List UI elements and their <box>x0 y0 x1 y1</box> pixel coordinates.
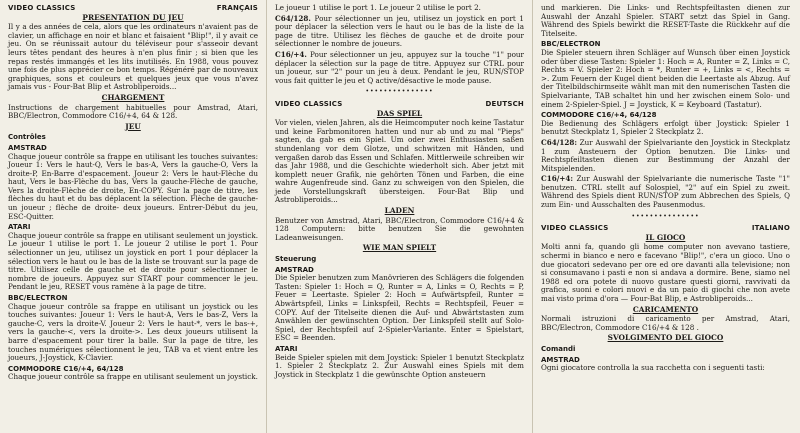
section-title-chargement: CHARGEMENT <box>101 92 165 102</box>
loading-text: Benutzer von Amstrad, Atari, BBC/Electron, Commodore C16/+4 & 128 Computern: bitte benutzen Sie die gewohnten Ladeanweisungen. <box>275 215 524 242</box>
column-german <box>266 0 532 433</box>
italian-header <box>541 224 790 233</box>
section-title-svolgimento: SVOLGIMENTO DEL GIOCO <box>607 333 724 343</box>
amstrad-text: Ogni giocatore controlla la sua racchetta con i seguenti tasti: <box>541 363 765 373</box>
section-title-caricamento: CARICAMENTO <box>632 304 699 314</box>
amstrad-text: Chaque joueur contrôle sa frappe en utilisant les touches suivantes: Joueur 1: Vers le haut-Q, Vers le bas-A, Vers la gauche-O, Vers la droite-P, En-Barre d'espacement. Joueur 2: Vers le haut-Flèche du haut, Vers le bas-Flèche du bas, Vers la gauche-Flèche de gauche, Vers la droite-Flèche de droite, En-COPY. Sur la page de titre, les flèches du haut et du bas déplacent la sélection. Flèche de gauche- un joueur ; flèche de droite- deux joueurs. Entrer-Début du jeu, ESC-Quitter. <box>8 151 258 221</box>
atari-heading: ATARI <box>275 344 298 353</box>
loading-text: Instructions de chargement habituelles pour Amstrad, Atari, BBC/Electron, Commodore C16/+4, 64 & 128. <box>8 102 258 121</box>
c64-text <box>275 15 524 49</box>
bbc-heading: BBC/ELECTRON <box>8 294 68 302</box>
c16-body: Pour sélectionner un jeu, appuyez sur la touche "1" pour déplacer la sélection sur la page de titre. Appuyez sur CTRL pour un joueur, sur "2" pour un jeu à deux. Pendant le jeu, RUN/STOP vous fait quitter le jeu et Q active/désactive le mode pause. <box>275 49 524 85</box>
loading-text: Normali istruzioni di caricamento per Amstrad, Atari, BBC/Electron, Commodore C16/+4 & 128 . <box>541 314 790 332</box>
amstrad-heading: AMSTRAD <box>275 265 314 274</box>
atari-text: Chaque joueur contrôle sa frappe en utilisant seulement un joystick. Le joueur 1 utilise le port 1. Le joueur 2 utilise le port 1. Pour sélectionner un jeu, utilisez un joystick en port 1 pour déplacer la sélection vers le haut ou le bas de la liste se trouvant sur la page de titre. Utilisez celle de gauche et de droite pour sélectionner le nombre de joueurs. Appuyez sur START pour commencer le jeu. Pendant le jeu, RESET vous ramène à la page de titre. <box>8 230 258 292</box>
c64-label: C64/128. <box>275 13 311 23</box>
atari-text: Beide Spieler spielen mit dem Joystick: Spieler 1 benutzt Steckplatz 1. Spieler 2 Steckplatz 2. Zur Auswahl eines Spiels mit dem Joystick in Steckplatz 1 die gewünschte Option ansteuern <box>275 352 524 379</box>
commodore-heading: COMMODORE C16/+4, 64/128 <box>541 111 657 120</box>
c64-body: Pour sélectionner un jeu, utilisez un joystick en port 1 pour déplacer la sélection vers le haut ou le bas de la liste de la page de titre. Utilisez les flèches de gauche et de droite pour sélectionner le nombre de joueurs. <box>275 13 524 49</box>
column-italian <box>532 0 798 433</box>
brand-label: VIDEO CLASSICS <box>8 4 76 12</box>
c16-body: Zur Auswahl der Spielvariante die numerische Taste "1" benutzen. CTRL stellt auf Solospiel, "2" auf ein Spiel zu zweit. Während des Spiels dient RUN/STOP zum Abbrechen des Spiels, Q zum Ein- und Ausschalten des Pausenmodus. <box>541 174 790 210</box>
brand-label: VIDEO CLASSICS <box>275 99 343 108</box>
section-title-wie: WIE MAN SPIELT <box>362 243 437 253</box>
separator-stars: ••••••••••••••• <box>365 88 434 96</box>
section-title-spiel: DAS SPIEL <box>376 108 423 118</box>
section-title-laden: LADEN <box>384 206 415 216</box>
c64-text <box>541 139 790 173</box>
language-label: FRANÇAIS <box>216 4 258 12</box>
intro-text: Il y a des années de cela, alors que les ordinateurs n'avaient pas de clavier, un affichage en noir et blanc et faisaient "Blip!", il y avait ce jeu. On se réunissait autour du téléviseur pour s'asseoir devant leurs têtes pendant des heures à n'en plus finir ; si bien que les repas restés immangés et les lits inutilisés. En 1988, vous pouvez une fois de plus apprécier ce bon temps. Régénéré par de nouveaux graphiques, sons et couleurs et quelques jeux que vous n'avez jamais vus - Four-Bat Blip et Astrobliperoids... <box>8 22 258 92</box>
amstrad-text: Die Spieler benutzen zum Manövrieren des Schlägers die folgenden Tasten: Spieler 1: Hoch = Q, Runter = A, Links = O, Rechts = P, Feuer = Leertaste. Spieler 2: Hoch = Aufwärtspfeil, Runter = Abwärtspfeil, Links = Linkspfeil, Rechts = Rechtspfeil, Feuer = COPY. Auf der Titelseite dienen die Auf- und Abwärtstasten zum Anwählen der gewünschten Option. Der Linkspfeil stellt auf Solo-Spiel, der Rechtspfeil auf 2-Spieler-Variante. Enter = Spielstart, ESC = Beenden. <box>275 273 524 343</box>
commodore-heading: COMMODORE C16/+4, 64/128 <box>8 364 124 373</box>
separator-stars: ••••••••••••••• <box>631 212 700 220</box>
c16-text <box>541 175 790 209</box>
c64-body: Zur Auswahl der Spielvariante den Joystick in Steckplatz 1 zum Ansteuern der Option benutzen. Die Links- und Rechtspfeiltasten dienen zur Bestimmung der Anzahl der Mitspielenden. <box>541 137 790 173</box>
language-label: ITALIANO <box>751 224 790 233</box>
intro-text: Vor vielen, vielen Jahren, als die Heimcomputer noch keine Tastatur und keine Farbmonitoren hatten und nur ab und zu mal "Pieps" sagten, da gab es ein Spiel. Um oder zwei Enthusiasten saßen stundenlang vor dem Glotze, und schwitzen mit Händen, und vergaßen darob das Essen und Schlafen. Mittlerweile schreiben wir das Jahr 1988, und die Geschichte wiederholt sich. Aber jetzt mit komplett neuer Grafik, nie gehörten Tönen und Farben, die eine wahre Augenfreude sind. Ganz zu schweigen von den Spielen, die jede Vorstellungskraft übersteigen. Four-Bat Blip und Astrobliperoids... <box>275 118 524 205</box>
brand-label: VIDEO CLASSICS <box>541 224 609 233</box>
port-text: Le joueur 1 utilise le port 1. Le joueur 2 utilise le port 2. <box>275 3 481 12</box>
commodore-text: Die Bedienung des Schlägers erfolgt über Joystick: Spieler 1 benutzt Steckplatz 1, Spieler 2 Steckplatz 2. <box>541 118 790 137</box>
commodore-text: Chaque joueur contrôle sa frappe en utilisant seulement un joystick. <box>8 372 258 382</box>
c16-label: C16/+4. <box>275 49 307 59</box>
controls-heading: Contrôles <box>8 133 46 142</box>
german-header <box>275 100 524 109</box>
section-title-presentation: PRESENTATION DU JEU <box>82 12 184 22</box>
c16-label: C16/+4: <box>541 174 574 184</box>
section-title-gioco: IL GIOCO <box>645 232 686 242</box>
column-french <box>0 0 266 433</box>
bbc-heading: BBC/ELECTRON <box>541 40 601 49</box>
controls-heading: Steuerung <box>275 255 317 264</box>
continued-text: und markieren. Die Links- und Rechtspfeiltasten dienen zur Auswahl der Anzahl Spieler. START setzt das Spiel in Gang. Während des Spiels bewirkt die RESET-Taste die Rückkehr auf die Titelseite. <box>541 3 790 38</box>
bbc-text: Die Spieler steuern ihren Schläger auf Wunsch über einen Joystick oder über diese Tasten: Spieler 1: Hoch = A, Runter = Z, Links = C, Rechts = V. Spieler 2: Hoch = *, Runter = +, Links = <, Rechts = >. Zum Feuern der Kugel dient beiden die Leertaste als Abzug. Auf der Titelbildschirmseite wählt man mit den numerischen Tasten die Spielvariante, TAB schaltet hin und her zwischen einem Solo- und einem 2-Spieler-Spiel. J = Joystick, K = Keyboard (Tastatur). <box>541 47 790 109</box>
intro-text: Molti anni fa, quando gli home computer non avevano tastiere, schermi in bianco e nero e facevano "Blip!", c'era un gioco. Uno o due giocatori sedevano per ore ed ore davanti alla televisione; non si consumavano i pasti e non si andava a dormire. Bene, siamo nel 1988 ed ora potete di nuovo gustare questi giorni, ravvivati da grafica, suoni e colori nuovi e da un paio di giochi che non avete mai visto prima d'ora — Four-Bat Blip, e Astrobliperoids... <box>541 242 790 303</box>
amstrad-heading: AMSTRAD <box>541 355 580 364</box>
controls-heading: Comandi <box>541 344 576 353</box>
c16-text <box>275 51 524 85</box>
bbc-text: Chaque joueur contrôle sa frappe en utilisant un joystick ou les touches suivantes: Joueur 1: Vers le haut-A, Vers le bas-Z, Vers la gauche-C, vers la droite-V. Joueur 2: Vers le haut-*, vers le bas-+, vers la gauche-<, vers la droite->. Les deux joueurs utilisent la barre d'espacement pour tirer la balle. Sur la page de titre, les touches numériques sélectionnent le jeu, TAB va et vient entre les joueurs, J-Joystick, K-Clavier. <box>8 301 258 363</box>
amstrad-heading: AMSTRAD <box>8 143 47 152</box>
french-header <box>8 4 258 13</box>
section-title-jeu: JEU <box>125 121 141 131</box>
language-label: DEUTSCH <box>485 99 524 108</box>
c64-label: C64/128: <box>541 137 578 147</box>
atari-heading: ATARI <box>8 223 31 232</box>
